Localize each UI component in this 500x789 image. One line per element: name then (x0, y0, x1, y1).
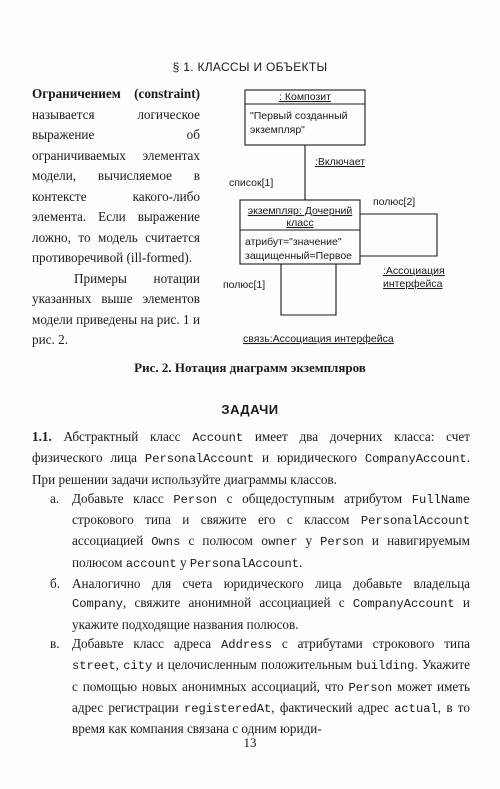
figure-caption: Рис. 2. Нотация диаграмм экземпляров (134, 360, 366, 375)
task-item-a: а. Добавьте класс Person с общедоступным атрибутом FullName строкового типа и свяжите его с классом PersonalAccount ассоциацией Owns с полюсом owner у Person и навигируемым полюсом account у PersonalAccount. (50, 490, 470, 571)
self-association-right (360, 214, 437, 256)
term-constraint: Ограничением (constraint) (32, 86, 200, 101)
child-name-line1: экземпляр: Дочерний (247, 205, 353, 217)
self-association-bottom (281, 264, 336, 315)
label-include: :Включает (315, 156, 366, 168)
child-attr-line1: атрибут="значение" (245, 236, 342, 248)
composite-name: : Композит (279, 91, 331, 103)
constraint-definition (32, 84, 200, 269)
definition-text: называется логическое выражение об ограничиваемых элементах модели, вычисляемое в контексте какого-либо элемента. Если выражение ложно, то модель считается противоречивой (ill-formed). (32, 106, 200, 265)
composite-attr-line2: экземпляр" (250, 124, 305, 136)
label-association-line2: интерфейса (383, 278, 443, 290)
task-number: 1.1. (32, 429, 52, 444)
child-name-line2: класс (286, 217, 314, 229)
task-block (32, 427, 470, 738)
instance-diagram (215, 80, 480, 352)
code-personal-account: PersonalAccount (144, 452, 255, 467)
label-association-line1: :Ассоциация (383, 265, 445, 277)
task-item-b: б. Аналогично для счета юридического лица добавьте владельца Company, свяжите анонимной ассоциацией с CompanyAccount и укажите подходящие названия полюсов. (50, 576, 470, 632)
item-marker-a: а. (50, 490, 60, 506)
item-marker-v: в. (50, 635, 60, 651)
code-account: Account (192, 431, 244, 445)
label-link: связь:Ассоциация интерфейса (243, 333, 394, 345)
page-number: 13 (243, 735, 257, 750)
composite-attr-line1: "Первый созданный (250, 110, 348, 122)
label-pole1: полюс[1] (223, 279, 266, 291)
task-item-v: в. Добавьте класс адреса Address с атрибутами строкового типа street, city и целочисленным положительным building. Укажите с помощью новых анонимных ассоциаций, что Person может иметь адрес регистрации registeredAt, фактический адрес actual, в то время как компания связана с одним юриди- (50, 635, 470, 737)
item-marker-b: б. (50, 576, 61, 592)
label-list: список[1] (229, 177, 274, 189)
left-column-text (32, 84, 200, 351)
section-title: ЗАДАЧИ (221, 402, 279, 417)
child-attr-line2: защищенный=Первое (245, 250, 353, 262)
examples-paragraph: Примеры нотации указанных выше элементов модели приведены на рис. 1 и рис. 2. (32, 270, 200, 347)
code-company-account: CompanyAccount (364, 452, 467, 467)
task-intro: 1.1. Абстрактный класс Account имеет два дочерних класса: счет физического лица PersonalAccount и юридического CompanyAccount. При решении задачи используйте диаграммы классов. (32, 429, 470, 487)
running-header: § 1. КЛАССЫ И ОБЪЕКТЫ (172, 60, 328, 74)
label-pole2: полюс[2] (373, 196, 416, 208)
